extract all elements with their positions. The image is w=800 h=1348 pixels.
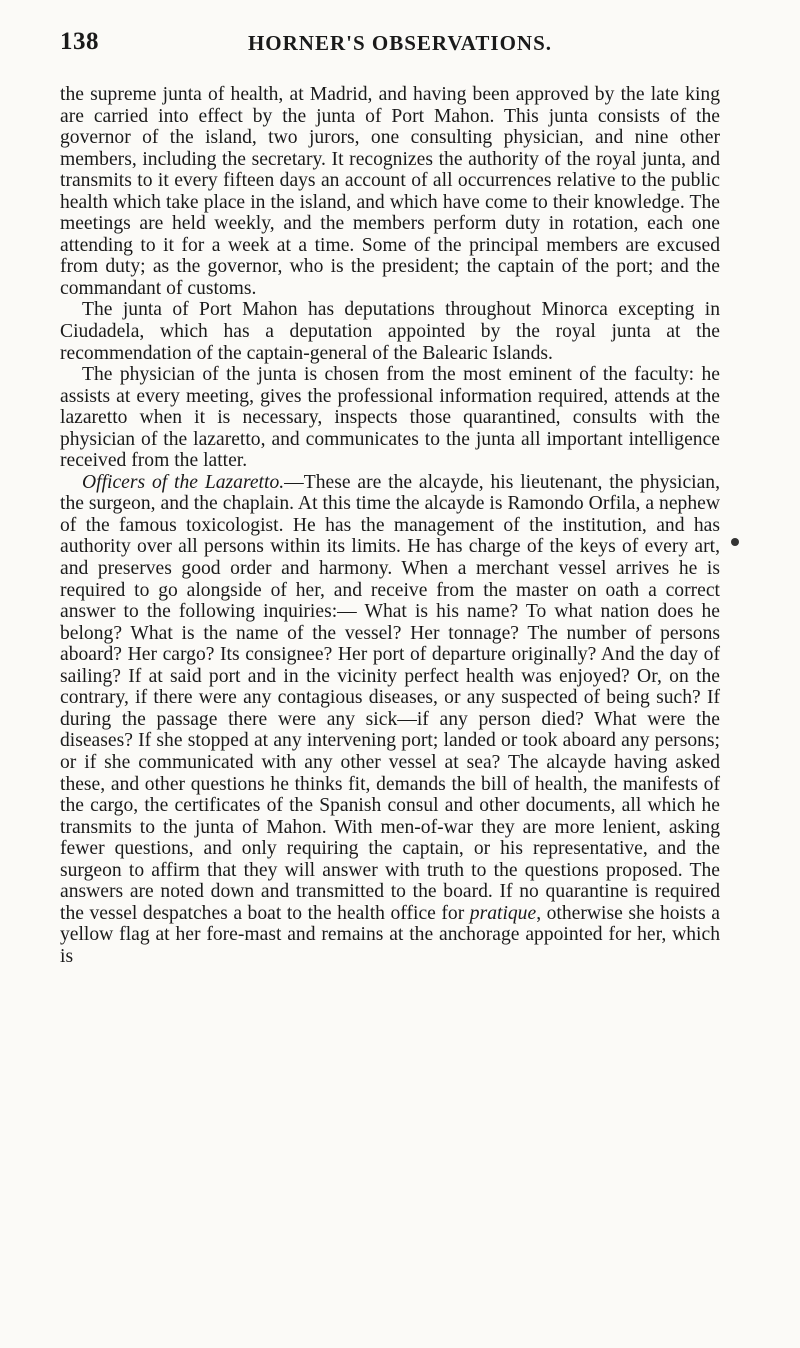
paragraph-continued: the supreme junta of health, at Madrid, and having been approved by the late king are carried into effect by the junta of Port Mahon. This junta consists of the governor of the island, two jurors, one consulting physician, and nine other members, including the secretary. It recognizes the authority of the royal junta, and transmits to it every fifteen days an account of all occurrences relative to the public health which take place in the island, and which have come to their knowledge. The meetings are held weekly, and the members perform duty in rotation, each one attending to it for a week at a time. Some of the principal members are excused from duty; as the governor, who is the president; the captain of the port; and the commandant of customs.: [60, 84, 720, 299]
section-heading-officers: Officers of the Lazaretto.: [82, 471, 285, 493]
margin-mark: [731, 538, 739, 546]
page-number: 138: [60, 28, 99, 55]
paragraph-officers: [60, 472, 720, 968]
heading-dash: —: [284, 471, 304, 493]
page-header: [60, 28, 740, 62]
paragraph-physician: The physician of the junta is chosen from the most eminent of the faculty: he assists at every meeting, gives the professional information required, attends at the lazaretto when it is necessary, inspects those quarantined, consults with the physician of the lazaretto, and communicates to the junta all important intelligence received from the latter.: [60, 364, 720, 472]
paragraph-deputations: The junta of Port Mahon has deputations throughout Minorca excepting in Ciudadela, which has a deputation appointed by the royal junta at the recommendation of the captain-general of the Balearic Islands.: [60, 299, 720, 364]
running-title: HORNER'S OBSERVATIONS.: [247, 31, 553, 55]
paragraph-officers-text: These are the alcayde, his lieutenant, the physician, the surgeon, and the chaplain. At this time the alcayde is Ramondo Orfila, a nephew of the famous toxicologist. He has the management of the institution, and has authority over all persons within its limits. He has charge of the keys of every art, and preserves good order and harmony. When a merchant vessel arrives he is required to go alongside of her, and receive from the master on oath a correct answer to the following inquiries:— What is his name? To what nation does he belong? What is the name of the vessel? Her tonnage? The number of persons aboard? Her cargo? Its consignee? Her port of departure originally? And the day of sailing? If at said port and in the vicinity perfect health was enjoyed? Or, on the contrary, if there were any contagious diseases, or any suspected of being such? If during the passage there were any sick—if any person died? What were the diseases? If she stopped at any intervening port; landed or took aboard any persons; or if she communicated with any other vessel at sea? The alcayde having asked these, and other questions he thinks fit, demands the bill of health, the manifests of the cargo, the certificates of the Spanish consul and other documents, all which he transmits to the junta of Mahon. With men-of-war they are more lenient, asking fewer questions, and only requiring the captain, or his representative, and the surgeon to affirm that they will answer with truth to the questions proposed. The answers are noted down and transmitted to the board. If no quarantine is required the vessel despatches a boat to the health office for: [60, 471, 720, 924]
body-text: [60, 84, 720, 967]
paragraph-officers-end: , otherwise she hoists a yellow flag at her fore-mast and remains at the anchorage appointed for her, which is: [60, 902, 720, 967]
foreign-term-pratique: pratique: [469, 902, 537, 924]
